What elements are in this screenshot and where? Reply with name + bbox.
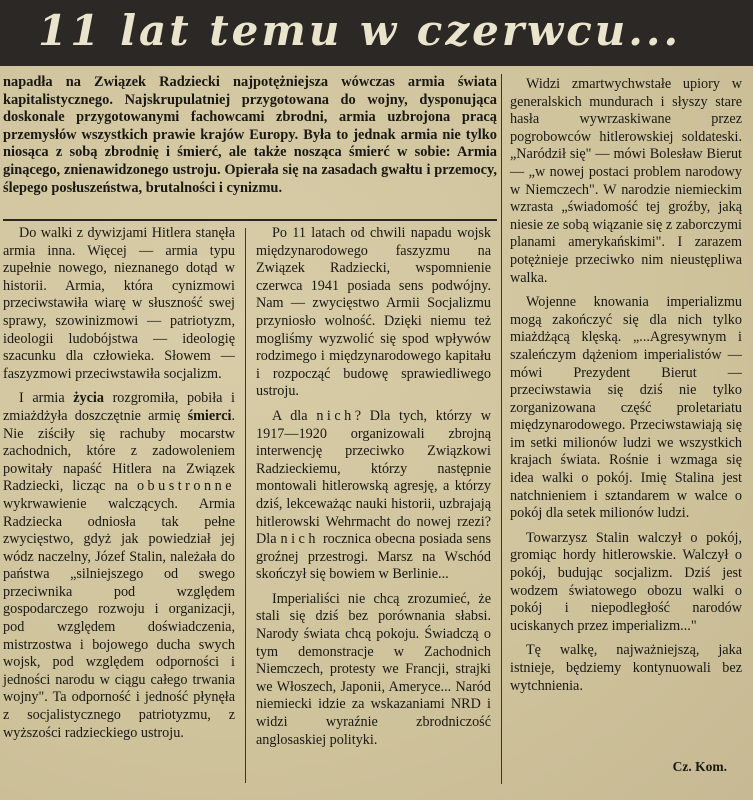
column-3-paragraph-4: Tę walkę, najważniejszą, jaka istnieje, będziemy kontynuowali bez wytchnienia. <box>510 642 742 694</box>
text-run: wykrwawienie walczących. Armia Radziecka odniosła tak pełne zwycięstwo, gdyż jak powiedział jej wódz naczelny, Józef Stalin, należała do państwa „silniejszego od swego przeciwnika pod względem gospodarczego rozwoju i organizacji, pod względem doświadczenia, mistrzostwa i bojowego ducha swych wojsk, pod względem odporności i jedności narodu w ciągu całego trwania wojny". Ta odporność i jedność płynęła z socjalistycznego patriotyzmu, z wyższości radzieckiego ustroju. <box>3 495 235 741</box>
column-divider-1 <box>245 228 246 783</box>
headline-banner <box>0 0 753 66</box>
article-column-2 <box>256 225 491 749</box>
headline-title: 11 lat temu w czerwcu... <box>38 6 682 55</box>
column-3-paragraph-1: Widzi zmartwychwstałe upiory w generalskich mundurach i słyszy stare hasła wywrzaskiwane przez pogrobowców hitlerowskiej soldateski. „Naródził się" — mówi Bolesław Bierut — „w nowej postaci problem narodowy w Niemczech". W narodzie niemieckim wzrasta „świadomość tej groźby, jaką niesie ze sobą wiązanie się z zaborczymi planami amerykańskimi". I zarazem potężnieje przeciwko nim nieustępliwa walka. <box>510 76 742 286</box>
article-column-1 <box>3 225 235 742</box>
column-3-paragraph-3: Towarzysz Stalin walczył o pokój, gromiąc hordy hitlerowskie. Walczył o pokój, budując socjalizm. Dziś jest wodzem światowego obozu walki o pokój i niepodległość narodów uciskanych przez imperializm..." <box>510 529 742 634</box>
spaced-nich: nich <box>316 407 355 424</box>
text-run: ? Dla tych, którzy w 1917—1920 organizowali zbrojną interwencję przeciwko Związkowi Radzieckiemu, którzy następnie montowali hitlerowską agresję, a którzy dziś, lekceważąc nauki historii, uzbrajają hitlerowski Wehrmacht do nowej rzezi? Dla <box>256 407 492 548</box>
column-1-paragraph-2 <box>3 390 235 742</box>
author-signature: Cz. Kom. <box>672 759 727 774</box>
column-1-paragraph-1: Do walki z dywizjami Hitlera stanęła armia inna. Więcej — armia typu zupełnie nowego, nieznanego dotąd w historii. Armia, która cynizmowi przeciwstawiła wiarę w słuszność swej sprawy, szowinizmowi — patriotyzm, ideologii ludobójstwa — ideologię szacunku dla człowieka. Słowem — faszyzmowi przeciwstawiła socjalizm. <box>3 225 235 382</box>
emphasis-zycia: życia <box>73 390 104 407</box>
text-run: rocznica obecna posiada sens groźnej przestrogi. Marsz na Wschód skończył się bowiem w Berlinie... <box>256 531 491 583</box>
column-divider-2 <box>501 74 502 784</box>
article-column-3 <box>510 76 742 695</box>
text-run: . Nie ziściły się rachuby mocarstw zachodnich, które z zadowoleniem powitały napaść Hitlera na Związek Radziecki, licząc na <box>3 407 235 495</box>
column-2-paragraph-3: Imperialiści nie chcą zrozumieć, że stali się dziś bez porównania słabsi. Narody świata chcą pokoju. Świadczą o tym demonstracje w Zachodnich Niemczech, protesty we Francji, strajki we Włoszech, Japonii, Ameryce... Naród niemiecki idzie za wskazaniami NRD i widzi wyraźnie zbrodniczość anglosaskiej polityki. <box>256 590 491 748</box>
text-run: A dla <box>272 407 317 424</box>
lead-paragraph: napadła na Związek Radziecki najpotężniejsza wówczas armia świata kapitalistycznego. Najskrupulatniej przygotowana do wojny, dysponująca doskonale przygotowanymi fachowcami zbrodni, armia uzbrojona pracą przemysłów wszystkich prawie krajów Europy. Była to jednak armia nie tylko niosąca z sobą zbrodnię i śmierć, ale także nosząca śmierć w sobie: Armia ginącego, znienawidzonego ustroju. Opierała się na zasadach gwałtu i przemocy, ślepego posłuszeństwa, brutalności i cynizmu. <box>3 74 497 196</box>
spaced-nich: nich <box>280 531 319 548</box>
text-run: I armia <box>19 390 74 407</box>
emphasis-smierci: śmierci <box>187 407 232 424</box>
column-2-paragraph-2 <box>256 408 491 584</box>
column-2-paragraph-1: Po 11 latach od chwili napadu wojsk międzynarodowego faszyzmu na Związek Radziecki, wspomnienie czerwca 1941 posiada sens podwójny. Nam — zwycięstwo Armii Socjalizmu przyniosło wolność. Dzięki niemu też mogliśmy wyzwolić się spod wpływów rodzimego i międzynarodowego kapitału i rozpocząć budowę sprawiedliwego ustroju. <box>256 225 491 400</box>
column-3-paragraph-2: Wojenne knowania imperializmu mogą zakończyć się dla nich tylko miażdżącą klęską. „...Agresywnym i szaleńczym dążeniom imperialistów — mówi Prezydent Bierut — przeciwstawia się dziś nie tylko zorganizowana część proletariatu międzynarodowego. Przeciwstawiają się im setki milionów ludzi we wszystkich krajach świata. Rośnie i wzmaga się idea walki o pokój. Imię Stalina jest natchnieniem i sztandarem w walce o pokój dla setek milionów ludzi. <box>510 294 742 522</box>
lead-divider <box>3 219 497 221</box>
text-run: rozgromiła, pobiła i zmiażdżyła doszczętnie armię <box>3 390 235 424</box>
spaced-obustronne: obustronne <box>136 478 235 495</box>
